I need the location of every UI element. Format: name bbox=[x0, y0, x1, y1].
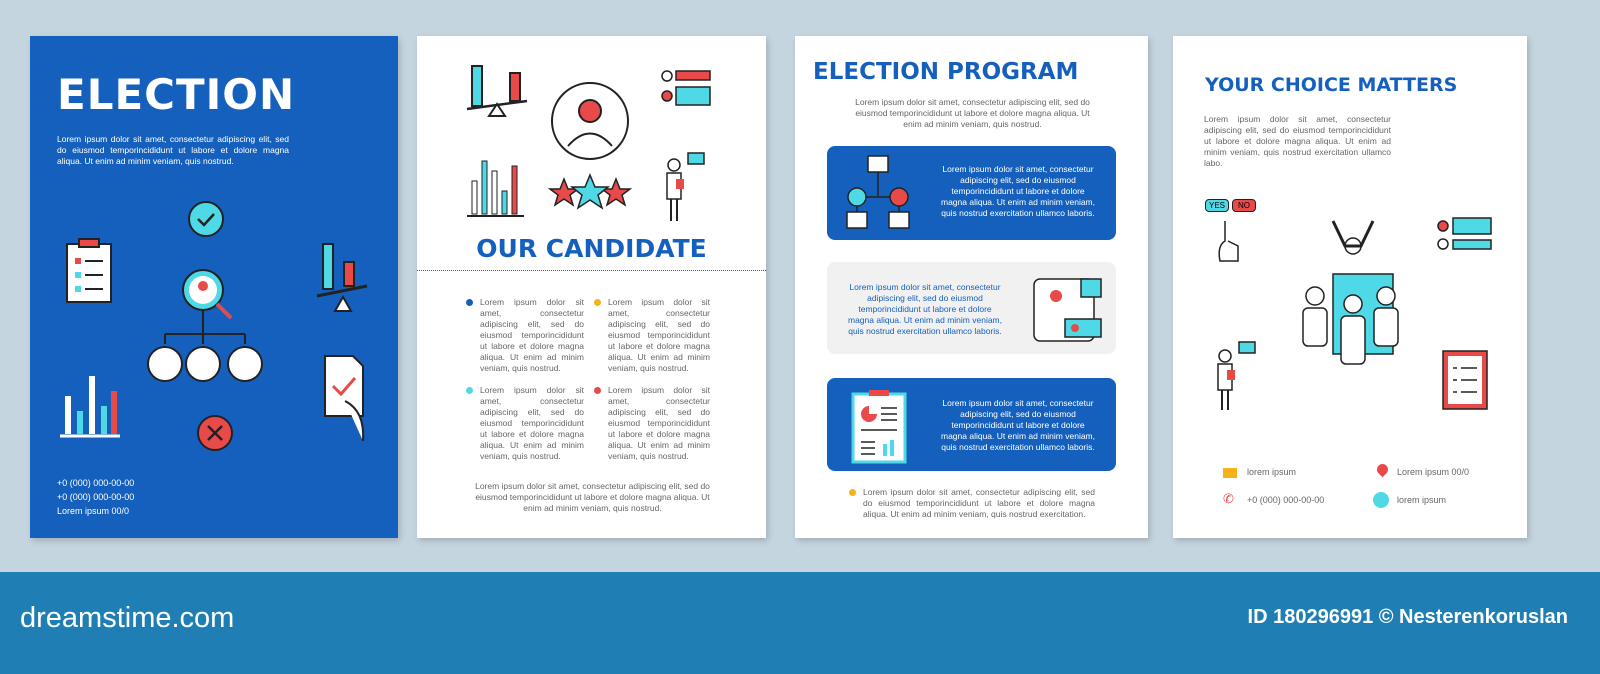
ballot-options-icon bbox=[662, 71, 710, 105]
bullet-text: Lorem ipsum dolor sit amet, consectetur adipiscing elit, sed do eiusmod temporincididunt ut labore et dolore magna aliqua. Ut enim ad minim veniam, quis nostrud. bbox=[480, 385, 584, 461]
brochure-cover-page bbox=[30, 36, 398, 538]
phone-1: +0 (000) 000-00-00 bbox=[57, 478, 135, 488]
bullet-dot-yellow bbox=[594, 299, 601, 306]
candidate-illustration bbox=[462, 61, 722, 221]
our-candidate-page bbox=[417, 36, 766, 538]
choice-title: YOUR CHOICE MATTERS bbox=[1205, 74, 1458, 96]
contact-web: lorem ipsum bbox=[1397, 495, 1447, 505]
pointing-hand-icon bbox=[1219, 221, 1238, 261]
no-badge: NO bbox=[1232, 199, 1256, 212]
choice-intro: Lorem ipsum dolor sit amet, consectetur adipiscing elit, sed do eiusmod temporincididunt ut labore et dolore magna aliqua. Ut enim ad minim veniam, quis nostrud exercitation ullamco labo. bbox=[1204, 114, 1391, 168]
cover-intro: Lorem ipsum dolor sit amet, consectetur adipiscing elit, sed do eiusmod temporincididunt ut labore et dolore magna aliqua. Ut enim ad minim veniam, quis nostrud. bbox=[57, 134, 289, 166]
program-card-1 bbox=[827, 146, 1116, 240]
balance-scale-icon bbox=[317, 244, 367, 311]
candidate-footer-text: Lorem ipsum dolor sit amet, consectetur adipiscing elit, sed do eiusmod temporincididunt ut labore et dolore magna aliqua. Ut enim ad minim veniam, quis nostrud. bbox=[475, 481, 710, 513]
location-pin-icon bbox=[1375, 462, 1391, 478]
ballot-hand-icon bbox=[325, 356, 363, 441]
bullet-dot-blue bbox=[466, 299, 473, 306]
bullet-dot-red bbox=[594, 387, 601, 394]
brand-logo: dreamstime.com bbox=[20, 602, 235, 634]
program-title: ELECTION PROGRAM bbox=[813, 59, 1079, 85]
document-scroll-icon bbox=[1029, 274, 1104, 346]
clipboard-icon bbox=[1443, 351, 1487, 409]
yes-badge: YES bbox=[1205, 199, 1229, 212]
phone-2: +0 (000) 000-00-00 bbox=[57, 492, 135, 502]
bullet-text: Lorem ipsum dolor sit amet, consectetur adipiscing elit, sed do eiusmod temporincididunt ut labore et dolore magna aliqua. Ut enim ad minim veniam, quis nostrud. bbox=[608, 385, 710, 461]
program-footer-text: Lorem ipsum dolor sit amet, consectetur adipiscing elit, sed do eiusmod temporincididunt ut labore et dolore magna aliqua. Ut enim ad minim veniam, quis nostrud exercitation. bbox=[863, 487, 1095, 519]
election-hierarchy-illustration bbox=[55, 186, 385, 466]
person-icon bbox=[228, 347, 262, 381]
balance-scale-icon bbox=[467, 66, 527, 116]
your-choice-matters-page bbox=[1173, 36, 1527, 538]
image-credit: ID 180296991 © Nesterenkoruslan bbox=[1247, 606, 1568, 628]
card-text: Lorem ipsum dolor sit amet, consectetur adipiscing elit, sed do eiusmod temporincididunt ut labore et dolore magna aliqua. Ut enim ad minim veniam, quis nostrud exercitation ullamco laboris. bbox=[940, 164, 1095, 218]
person-icon bbox=[186, 347, 220, 381]
envelope-icon bbox=[1223, 468, 1237, 478]
voters-illustration bbox=[1203, 216, 1523, 416]
globe-icon bbox=[1373, 492, 1389, 508]
bar-chart-icon bbox=[467, 161, 524, 216]
card-text: Lorem ipsum dolor sit amet, consectetur adipiscing elit, sed do eiusmod temporincididunt ut labore et dolore magna aliqua. Ut enim ad minim veniam, quis nostrud exercitation ullamco laboris. bbox=[940, 398, 1095, 452]
program-card-2 bbox=[827, 262, 1116, 354]
cover-contacts bbox=[57, 476, 134, 518]
ballot-options-icon bbox=[1438, 216, 1491, 249]
flowchart-icon bbox=[845, 154, 915, 232]
candidate-title: OUR CANDIDATE bbox=[476, 234, 707, 263]
address: Lorem ipsum 00/0 bbox=[57, 506, 130, 516]
bar-chart-icon bbox=[60, 376, 120, 436]
check-circle-icon bbox=[189, 202, 223, 236]
person-speech-icon bbox=[1218, 342, 1255, 410]
bullet-text: Lorem ipsum dolor sit amet, consectetur adipiscing elit, sed do eiusmod temporincididunt ut labore et dolore magna aliqua. Ut enim ad minim veniam, quis nostrud. bbox=[480, 297, 584, 373]
report-clipboard-icon bbox=[851, 390, 907, 464]
program-card-3 bbox=[827, 378, 1116, 471]
contact-email: lorem ipsum bbox=[1247, 467, 1297, 477]
program-intro: Lorem ipsum dolor sit amet, consectetur adipiscing elit, sed do eiusmod temporincididunt ut labore et dolore magna aliqua. Ut enim ad minim veniam, quis nostrud. bbox=[855, 97, 1090, 129]
stock-footer-bar bbox=[0, 572, 1600, 674]
person-speech-icon bbox=[667, 153, 704, 221]
clipboard-icon bbox=[67, 239, 111, 302]
contact-phone: +0 (000) 000-00-00 bbox=[1247, 495, 1325, 505]
bullet-dot-cyan bbox=[466, 387, 473, 394]
divider bbox=[417, 270, 766, 271]
cover-title: ELECTION bbox=[57, 70, 296, 119]
person-icon bbox=[148, 347, 182, 381]
phone-icon: ✆ bbox=[1223, 491, 1234, 506]
contact-address: Lorem ipsum 00/0 bbox=[1397, 467, 1470, 477]
election-program-page bbox=[795, 36, 1148, 538]
crowd-icon bbox=[1303, 221, 1398, 364]
bullet-dot-yellow bbox=[849, 489, 856, 496]
card-text: Lorem ipsum dolor sit amet, consectetur adipiscing elit, sed do eiusmod temporincididunt ut labore et dolore magna aliqua. Ut enim ad minim veniam, quis nostrud exercitation ullamco laboris. bbox=[847, 282, 1002, 336]
bullet-text: Lorem ipsum dolor sit amet, consectetur adipiscing elit, sed do eiusmod temporincididunt ut labore et dolore magna aliqua. Ut enim ad minim veniam, quis nostrud. bbox=[608, 297, 710, 373]
